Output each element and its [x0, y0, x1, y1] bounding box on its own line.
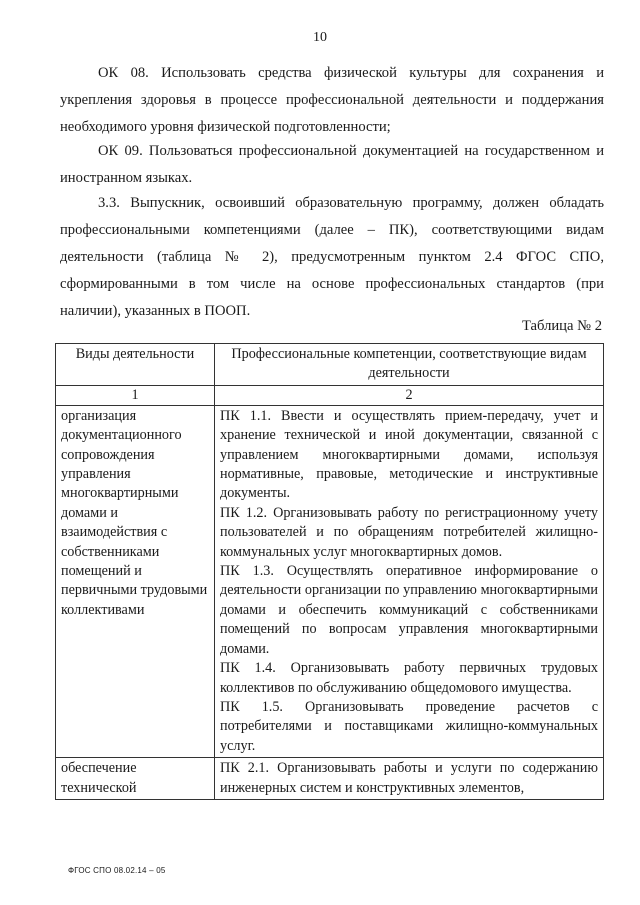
- paragraph-ok09: ОК 09. Пользоваться профессиональной документацией на государственном и иностранном языках.: [60, 143, 604, 186]
- competencies-cell: [215, 405, 604, 757]
- header-competencies: Профессиональные компетенции, соответствующие видам деятельности: [215, 344, 604, 386]
- footer-code: ФГОС СПО 08.02.14 – 05: [68, 866, 166, 875]
- activity-cell: организация документационного сопровождения управления многоквартирными домами и взаимодействия с собственниками помещений и первичными трудовыми коллективами: [56, 405, 215, 757]
- competency-pk-2-1: ПК 2.1. Организовывать работы и услуги по содержанию инженерных систем и конструктивных элементов,: [220, 760, 598, 796]
- column-number-2: 2: [215, 385, 604, 405]
- column-number-1: 1: [56, 385, 215, 405]
- competencies-table: [55, 343, 604, 800]
- table-caption: Таблица № 2: [522, 318, 602, 334]
- competency-pk-1-2: ПК 1.2. Организовывать работу по регистрационному учету пользователей и по обращениям потребителей жилищно-коммунальных услуг многоквартирных домов.: [220, 504, 598, 560]
- competency-pk-1-3: ПК 1.3. Осуществлять оперативное информирование о деятельности организации по управлению многоквартирными домами и обеспечить коммуникаций с собственниками помещений по вопросам управления многоквартирными домами.: [220, 563, 598, 657]
- table-column-numbers-row: [56, 385, 604, 405]
- competencies-cell: [215, 758, 604, 800]
- table-header-row: [56, 344, 604, 386]
- activity-cell: обеспечение технической: [56, 758, 215, 800]
- header-activity: Виды деятельности: [56, 344, 215, 386]
- table-row: [56, 758, 604, 800]
- paragraph-ok08: ОК 08. Использовать средства физической культуры для сохранения и укрепления здоровья в процессе профессиональной деятельности и поддержания необходимого уровня физической подготовленности;: [60, 65, 604, 135]
- competency-pk-1-4: ПК 1.4. Организовывать работу первичных трудовых коллективов по обслуживанию общедомового имущества.: [220, 660, 598, 696]
- competency-pk-1-5: ПК 1.5. Организовывать проведение расчетов с потребителями и поставщиками жилищно-коммунальных услуг.: [220, 698, 598, 754]
- paragraph-3-3: 3.3. Выпускник, освоивший образовательную программу, должен обладать профессиональными компетенциями (далее – ПК), соответствующими видам деятельности (таблица № 2), предусмотренным пунктом 2.4 ФГОС СПО, сформированными в том числе на основе профессиональных стандартов (при наличии), указанных в ПООП.: [60, 195, 604, 319]
- page-number: 10: [313, 30, 327, 45]
- table-row: [56, 405, 604, 757]
- competency-pk-1-1: ПК 1.1. Ввести и осуществлять прием-передачу, учет и хранение технической и иной документации, связанной с управлением многоквартирными домами, используя нормативные, правовые, методические и инструктивные документы.: [220, 407, 598, 502]
